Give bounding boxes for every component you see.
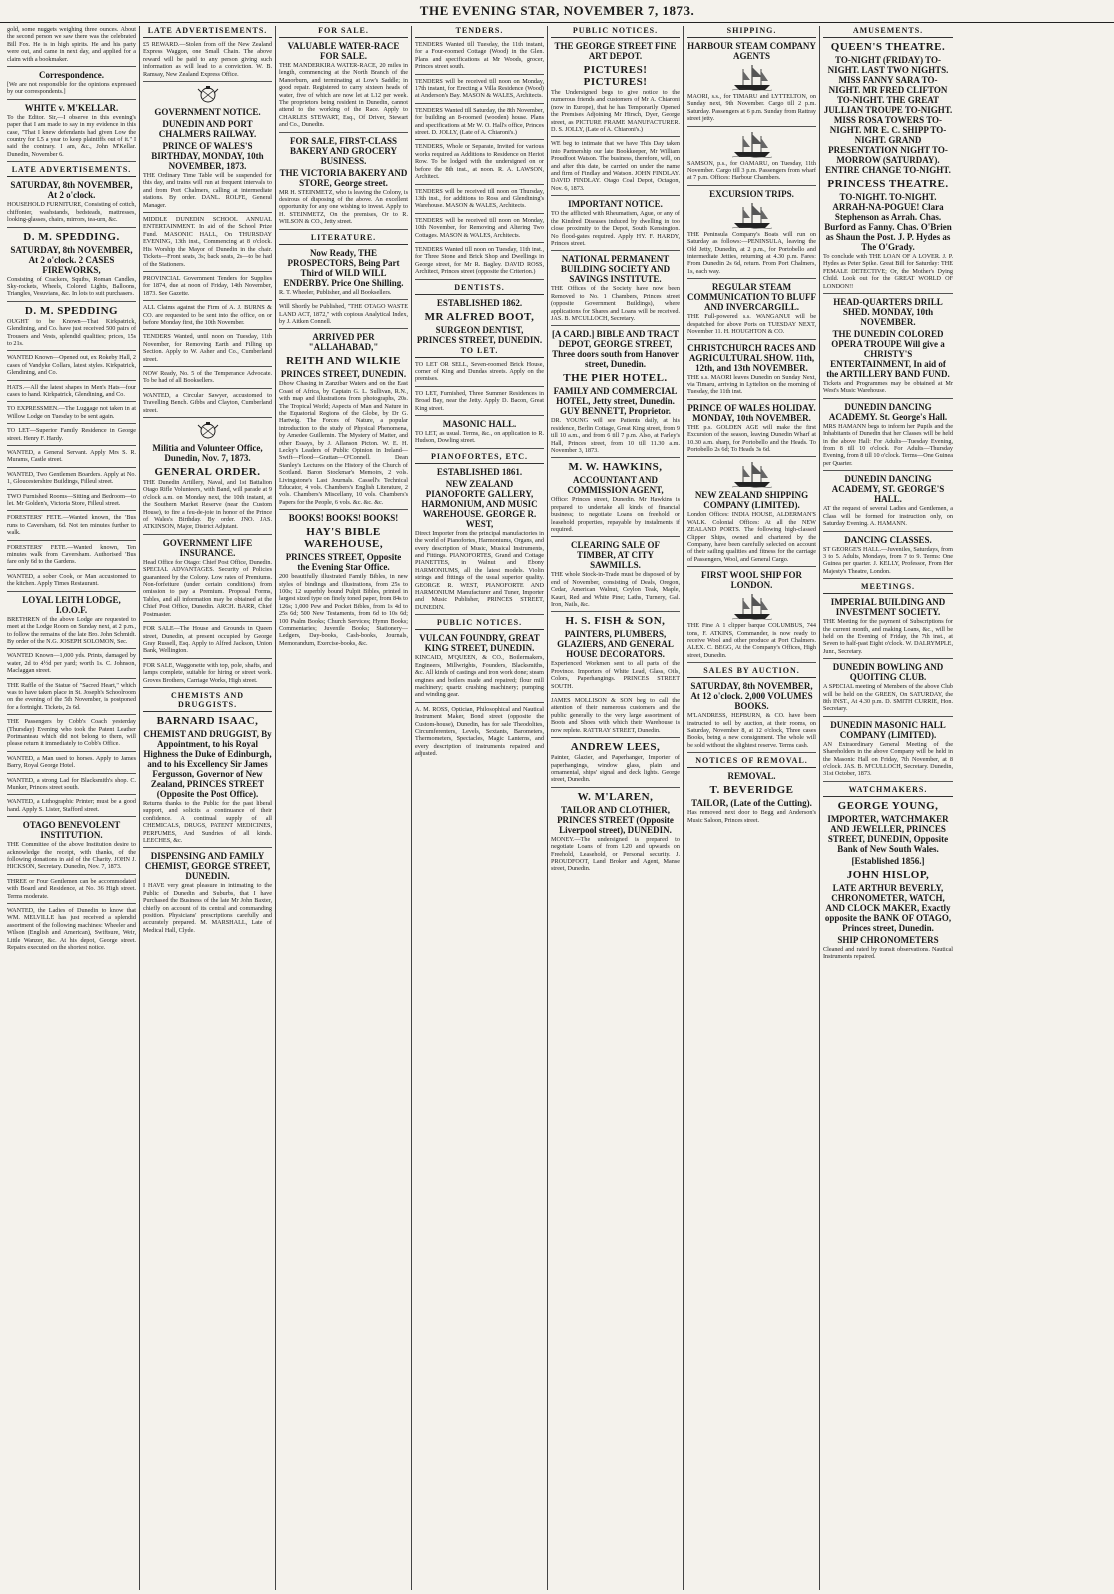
royal-crest-icon (143, 421, 272, 441)
advertisement-title: EXCURSION TRIPS. (709, 188, 794, 199)
column-rule (279, 299, 408, 300)
column-rule (279, 229, 408, 230)
column-rule (7, 591, 136, 592)
advertisement-title: TAILOR AND CLOTHIER, PRINCES STREET (Opposite Liverpool street), DUNEDIN. (557, 804, 674, 835)
advertisement-text: THE Full-powered s.s. WANGANUI will be despatched for above Ports on TUESDAY NEXT, November 11. H. HOUGHTON & CO. (687, 313, 816, 336)
columns-container (4, 26, 1110, 1590)
column-rule (687, 399, 816, 400)
section-heading: CHEMISTS AND DRUGGISTS. (143, 691, 272, 712)
advertisement-text: THE Meeting for the payment of Subscriptions for the current month, and making Loans, &c., will be held on the Evening of Friday, the 7th inst., at Seven to half-past Eight o'clock. W. DALRYMPLE, Junr., Secretary. (823, 618, 953, 655)
advertisement-text: SAMSON, p.s., for OAMARU, on Tuesday, 11th November. Cargo till 3 p.m. Passengers from wharf at 7 p.m. Offices: Harbour Chambers. (687, 159, 816, 182)
advertisement-text: THE Dunedin Artillery, Naval, and 1st Battalion Otago Rifle Volunteers, with Band, will parade at 9 o'clock a.m. on Monday next, the 10th instant, at the Southern Market Reserve (near the Custom House), to fire a feu-de-joie in honor of the Prince of Wales's Birthday. By order. JNO. JAS. ATKINSON, Major, District Adjutant. (143, 479, 272, 531)
column-rule (551, 136, 680, 137)
advertisement-text: WANTED, a Lithographic Printer; must be a good hand. Apply S. Lister, Stafford street. (7, 798, 136, 813)
column-rule (143, 212, 272, 213)
advertisement-text: MONEY.—The undersigned is prepared to negotiate Loans of from L20 and upwards on Freehold, Leasehold, or Personal security. J. PROUDFOOT, Land Broker and Agent, Manse street, Dunedin. (551, 835, 680, 873)
advertisement-title: CHEMIST AND DRUGGIST, By Appointment, to his Royal Highness the Duke of Edinburgh, and to his Excellency Sir James Fergusson, Governor of New Zealand, PRINCES STREET (Opposite the Post Office). (143, 728, 272, 799)
advertisement-text: TENDERS Wanted, until noon on Tuesday, 11th November, for Removing Earth and Filling up Section. Apply to W. Asher and Co., Cumberland street. (143, 333, 272, 363)
advertisement-title: THE VICTORIA BAKERY AND STORE, George street. (279, 167, 408, 188)
advertisement-title: NEW ZEALAND PIANOFORTE GALLERY, HARMONIUM, AND MUSIC WAREHOUSE. GEORGE R. WEST, (421, 478, 538, 529)
column-rule (415, 279, 544, 280)
advertisement-title: GOVERNMENT LIFE INSURANCE. (162, 537, 253, 558)
advertisement-title: WHITE v. M'KELLAR. (24, 102, 119, 113)
advertisement-text: WANTED, a sober Cook, or Man accustomed to the kitchen. Apply Times Restaurant. (7, 572, 136, 588)
column-rule (7, 874, 136, 875)
column-rule (415, 386, 544, 387)
advertisement-text: The Undersigned begs to give notice to the numerous friends and customers of Mr A. Chiaroni (now in Europe), that he has Temporarily Opened the Premises Adjoining Mr Hirsch, Dyer, George street, as PICTURE FRAME MANUFACTURER. D. S. JOLLY, (Late of A. Chiaroni's.) (551, 89, 680, 134)
advertisement-title: THE GEORGE STREET FINE ART DEPOT. (554, 41, 677, 61)
column-rule (7, 227, 136, 228)
column-rule (687, 566, 816, 567)
advertisement-display-heading: GENERAL ORDER. (154, 466, 261, 478)
advertisement-text: TO LET, Furnished, Three Summer Residences in Broad Bay, near the Jetty. Apply D. Bacon, Great King street. (415, 389, 544, 412)
column-rule (7, 467, 136, 468)
advertisement-text: R. T. Wheeler, Publisher, and all Booksellers. (279, 288, 392, 296)
advertisement-text: [We are not responsible for the opinions expressed by our correspondents.] (7, 81, 136, 96)
advertisement-display-heading: PRINCESS THEATRE. (827, 178, 949, 190)
advertisement-title: ESTABLISHED 1862. (436, 297, 523, 308)
column-rule (7, 794, 136, 795)
column-rule (143, 271, 272, 272)
advertisement-text: KINCAID, M'QUEEN, & CO., Boilermakers, Engineers, Millwrights, Founders, Blacksmiths, &c. All kinds of castings and iron work done; steam engines and boilers made and repaired; flour mill machinery; quartz crushing machinery; pumping and winding gear. (415, 654, 544, 699)
advertisement-text: M'LANDRESS, HEPBURN, & CO. have been instructed to sell by auction, at their rooms, on Saturday, November 8, at 12 o'clock, Three cases Books, being a new consignment. The whole will be sold without the slightest reserve. Terms cash. (687, 712, 816, 749)
advertisement-title: PRINCES STREET, DUNEDIN. (280, 369, 407, 380)
column-rule (551, 457, 680, 458)
column-rule (823, 531, 953, 532)
column-rule (551, 787, 680, 788)
newspaper-column (140, 26, 276, 1590)
advertisement-text: ST GEORGE'S HALL.—Juveniles, Saturdays, from 3 to 5. Adults, Mondays, from 7 to 9. Terms: One Guinea per quarter. J. KELLY, Professor, From Her Majesty's Theatre, London. (823, 545, 953, 575)
advertisement-text: THE Raffle of the Statue of "Sacred Heart," which was to have taken place in St. Joseph's Schoolroom on the evening of the 5th November, is postponed for a fortnight. Tickets, 2s 6d. (7, 681, 136, 711)
advertisement-text: THE Peninsula Company's Boats will run on Saturday as follows:—PENINSULA, leaving the Old Jetty, Dunedin, at 2 p.m., for Portobello and intermediate Jetties, returning at 4.30 p.m. Fares: From Dunedin 2s 6d, return. From Port Chalmers, 1s, each way. (687, 230, 816, 275)
column-rule (7, 540, 136, 541)
advertisement-display-heading: BARNARD ISAAC, (156, 714, 259, 727)
advertisement-text: WANTED, a Man used to horses. Apply to James Barry, Royal George Hotel. (7, 754, 136, 770)
column-rule (7, 569, 136, 570)
column-header: TENDERS. (415, 26, 544, 38)
advertisement-text: Consisting of Crackers, Squibs, Roman Candles, Sky-rockets, Wheels, Colored Lights, Balloons, Triangles, Vesuvians, &c. In lots to suit purchasers. (7, 275, 136, 298)
advertisement-title: TO-NIGHT (FRIDAY) TO-NIGHT. LAST TWO NIGHTS. MISS FANNY SARA TO-NIGHT. MR FRED CLIFTON TO-NIGHT. THE GREAT JULLIAN TROUPE TO-NIGHT. MISS ROSA TOWERS TO-NIGHT. MR E. C. SHIPP TO-NIGHT. GRAND PRESENTATION NIGHT TO-MORROW (SATURDAY). ENTIRE CHANGE TO-NIGHT. (823, 55, 953, 175)
column-rule (143, 658, 272, 659)
advertisement-text: Tickets and Programmes may be obtained at Mr West's Music Warehouse. (823, 380, 953, 395)
advertisement-title: REMOVAL. (727, 771, 776, 782)
advertisement-text: MIDDLE DUNEDIN SCHOOL ANNUAL ENTERTAINMENT. In aid of the School Prize Fund. MASONIC HALL, On THURSDAY EVENING, 13th inst., Commencing at 8 o'clock. His Worship the Mayor of Dunedin in the chair. Tickets—Front seats, 3s; back seats, 2s—to be had of the Stationers. (143, 216, 272, 268)
advertisement-text: PROVINCIAL Government Tenders for Supplies for 1874, due at noon of Friday, 14th November, 1873. See Gazette. (143, 274, 272, 297)
advertisement-text: ALL Claims against the Firm of A. J. BURNS & CO. are requested to be sent into the office, on or before Monday first, the 10th November. (143, 304, 272, 326)
advertisement-text: Experienced Workmen sent to all parts of the Province. Importers of White Lead, Glass, Oils, Colors, Paperhangings. PRINCES STREET SOUTH. (551, 660, 680, 690)
column-header: AMUSEMENTS. (823, 26, 953, 38)
column-header: PUBLIC NOTICES. (551, 26, 680, 38)
advertisement-title: [Established 1856.] (851, 855, 925, 866)
column-rule (823, 293, 953, 294)
advertisement-display-heading: QUEEN'S THEATRE. (830, 41, 946, 53)
column-rule (415, 614, 544, 615)
ship-illustration-icon (687, 201, 816, 229)
column-header: SHIPPING. (687, 26, 816, 38)
newspaper-column (548, 26, 684, 1590)
advertisement-title: SURGEON DENTIST, PRINCES STREET, DUNEDIN. (416, 324, 543, 345)
advertisement-title: DUNEDIN AND PORT CHALMERS RAILWAY. (158, 119, 257, 140)
advertisement-text: NOW Ready, No. 5 of the Temperance Advocate. To be had of all Booksellers. (143, 369, 272, 385)
advertisement-title: GOVERNMENT NOTICE. (154, 107, 261, 118)
column-rule (7, 423, 136, 424)
advertisement-text: THE Offices of the Society have now been Removed to No. 1 Chambers, Princes street (opposite Government Buildings), where applications for Shares and Loans will be received. JAS. B. M'CULLOCH, Secretary. (551, 285, 680, 322)
advertisement-title: BOOKS! BOOKS! BOOKS! (288, 513, 399, 524)
advertisement-title: FOR SALE, FIRST-CLASS BAKERY AND GROCERY BUSINESS. (289, 135, 398, 166)
column-rule (143, 534, 272, 535)
column-rule (143, 417, 272, 418)
ship-illustration-icon (687, 63, 816, 91)
advertisement-text: A. M. ROSS, Optician, Philosophical and Nautical Instrument Maker, Bond street (opposite the Custom-house), Dunedin, has for sale Theodolites, Circumferenters, Levels, Sextants, Barometers, Thermometers, Spectacles, Magic Lanterns, and every description of instruments repaired and adjusted. (415, 705, 544, 758)
column-rule (687, 456, 816, 457)
column-rule (143, 847, 272, 848)
ship-illustration-icon (687, 460, 816, 488)
advertisement-title: DUNEDIN DANCING ACADEMY, ST. GEORGE'S HALL. (831, 474, 945, 505)
masthead-title: THE EVENING STAR, NOVEMBER 7, 1873. (419, 3, 695, 18)
advertisement-text: FOR SALE, Waggonette with top, pole, shafts, and lamps complete, suitable for hiring or street work. Groves Brothers, Carriage Works, High street. (143, 661, 272, 684)
section-heading: LITERATURE. (279, 233, 408, 245)
advertisement-text: WANTED Known—1,000 yds. Prints, damaged by water, 2d to 4½d per yard; worth 1s. C. Johnson, Maclaggan street. (7, 652, 136, 675)
advertisement-text: Office: Princes street, Dunedin. Mr Hawkins is prepared to undertake all kinds of financial business; to negotiate Loans on freehold or leasehold properties, repayable by instalments if required. (551, 496, 680, 533)
advertisement-text: 200 beautifully illustrated Family Bibles, in new styles of bindings and illustrations, from 25s to 100s; 12 superbly bound Pulpit Bibles, printed in largest sized type on finely toned paper, from 84s to 126s; 1,000 Pew and Pocket Bibles, from 1s 4d to 25s 6d; 500 New Testaments, from 6d to 10s 6d; 100 Psalm Books; Church Services; Hymn Books; Commentaries; Juvenile Books; Stationery—Ledgers, Day-books, Cash-books, Journals, Memorandum, Exercise-books, &c. (279, 573, 408, 647)
column-rule (687, 185, 816, 186)
column-rule (143, 81, 272, 82)
advertisement-text: FORESTERS' FETE.—Wanted known, Ten minutes walk from Caversham. Authorised 'Bus fare only 6d to the Gardens. (7, 543, 136, 566)
advertisement-title: MASONIC HALL. (442, 419, 517, 429)
advertisement-title: HARBOUR STEAM COMPANY AGENTS (687, 41, 816, 61)
advertisement-title: DUNEDIN BOWLING AND QUOITING CLUB. (832, 662, 944, 683)
advertisement-text: TENDERS Wanted till Saturday, the 8th November, for building an 8-roomed (wooden) house. Plans and specifications at Mr W. O. Hall's office, Princes street. D. JOLLY, (Late of A. Chiaroni's.) (415, 106, 544, 137)
column-rule (7, 301, 136, 302)
column-rule (7, 714, 136, 715)
advertisement-text: OUGHT to be Known—That Kirkpatrick, Glendining, and Co. have just received 500 pairs of Trousers and Vests, splendid qualities; prices, 15s to 21s. (7, 317, 136, 347)
advertisement-text: JAMES MOLLISON & SON beg to call the attention of their numerous customers and the public generally to the very large assortment of Boots and Shoes with which their Warehouse is now replete. RATTRAY STREET, Dunedin. (551, 697, 680, 734)
column-rule (143, 687, 272, 688)
advertisement-text: gold, some nuggets weighing three ounces. About the second person we saw there was the celebrated Bill Fox. He is in high spirits. He and his party were out, and came in next day, and applied for a claim with a bookmaker. (7, 26, 136, 63)
advertisement-text: WANTED, a strong Lad for Blacksmith's shop. C. Munker, Princes street south. (7, 776, 136, 791)
advertisement-title: PRINCE OF WALES'S BIRTHDAY, MONDAY, 10th NOVEMBER, 1873. (151, 141, 264, 172)
advertisement-text: Head Office for Otago: Chief Post Office, Dunedin. SPECIAL ADVANTAGES. Security of Policies guaranteed by the Colony. Low rates of Premiums. Non-forfeiture (under certain conditions) from omission to pay a Premium. Proposal Forms, Tables, and all information may be obtained at the Chief Post Office, Dunedin. ARCH. BARR, Chief Postmaster. (143, 558, 272, 618)
advertisement-display-heading: D. M. SPEDDING. (23, 230, 120, 243)
advertisement-text: To conclude with THE LOAN OF A LOVER. J. P. Hydes as Peter Spike. Great Bill for Saturday: THE FEMALE DETECTIVE; Or, the Mother's Dying Child. Look out for the GREAT WORLD OF LONDON!! (823, 253, 953, 290)
advertisement-display-heading: D. M. SPEDDING (24, 304, 119, 317)
column-rule (143, 388, 272, 389)
column-rule (415, 103, 544, 104)
advertisement-text: TO LET—Superior Family Residence in George street. Henry F. Hardy. (7, 427, 136, 442)
advertisement-title: [A CARD.] BIBLE AND TRACT DEPOT, GEORGE STREET, Three doors south from Hanover street, Dunedin. (551, 329, 680, 370)
advertisement-text: BRETHREN of the above Lodge are requested to meet at the Lodge Room on Sunday next, at 2 p.m., to follow the remains of the late Bro. John Schmidt. By order of the N.G. JOSEPH SOLOMON, Sec. (7, 615, 136, 645)
advertisement-text: TO the afflicted with Rheumatism, Ague, or any of the Kindred Diseases induced by dwelling in too close proximity to the Depot, South Kensington. No flood-gates required. Apply HY. F. HARDY, Princes street. (551, 210, 680, 247)
section-heading: TO LET. (415, 346, 544, 358)
column-rule (143, 366, 272, 367)
column-rule (7, 816, 136, 817)
advertisement-text: Returns thanks to the Public for the past liberal support, and solicits a continuance of their confidence. A continual supply of all CHEMICALS, DRUGS, PATENT MEDICINES, PERFUMES, And Sundries of all kinds. LEECHES, &c. (143, 799, 272, 844)
advertisement-title: SATURDAY, 8th NOVEMBER, At 2 o'clock. 2 CASES FIREWORKS, (10, 244, 133, 275)
column-header: LATE ADVERTISEMENTS. (143, 26, 272, 38)
advertisement-display-heading: MR ALFRED BOOT, (424, 310, 535, 323)
column-rule (823, 578, 953, 579)
advertisement-title: Now Ready, THE PROSPECTORS, Being Part Third of WILD WILL ENDERBY. Price One Shilling. (283, 247, 404, 288)
advertisement-title: Militia and Volunteer Office, Dunedin, Nov. 7, 1873. (152, 443, 263, 463)
column-header: FOR SALE. (279, 26, 408, 38)
advertisement-title: IMPORTANT NOTICE. (568, 199, 663, 210)
advertisement-text: TO LET, as usual. Terms, &c., on application to R. Hudson, Dowling street. (415, 430, 544, 445)
column-rule (7, 510, 136, 511)
advertisement-text: MAORI, s.s., for TIMARU and LYTTELTON, on Sunday next, 9th November. Cargo till 2 p.m. Saturday. Passengers at 6 p.m. Sunday from Rattray street jetty. (687, 93, 816, 123)
advertisement-text: THE Ordinary Time Table will be suspended for this day, and trains will run at frequent intervals to and from Port Chalmers, calling at intermediate stations. By order. DANL. ROLFE, General Manager. (143, 172, 272, 209)
column-rule (7, 380, 136, 381)
advertisement-title: REGULAR STEAM COMMUNICATION TO BLUFF AND INVERCARGILL. (687, 282, 817, 313)
advertisement-title: VULCAN FOUNDRY, GREAT KING STREET, DUNEDIN. (419, 633, 540, 654)
section-heading: DENTISTS. (415, 283, 544, 295)
column-rule (687, 126, 816, 127)
newspaper-column (412, 26, 548, 1590)
section-heading: MEETINGS. (823, 582, 953, 594)
column-rule (823, 398, 953, 399)
column-rule (7, 751, 136, 752)
column-rule (415, 242, 544, 243)
advertisement-text: WE beg to intimate that we have This Day taken into Partnership our late Bookkeeper, Mr William Proudfoot Watson. The business, therefore, will, on and after this date, be carried on under the name and firm of Findlay and Watson. JOHN FINDLAY. DAVID FINDLAY. Otago Coal Depot, Octagon, Nov. 6, 1873. (551, 140, 680, 192)
advertisement-text: TENDERS will be received till noon on Thursday, 13th inst., for additions to Ross and Glendining's Warehouse. MASON & WALES, Architects. (415, 187, 544, 210)
advertisement-title: PRINCES STREET, Opposite the Evening Star Office. (285, 552, 402, 573)
column-rule (823, 716, 953, 717)
advertisement-title: OTAGO BENEVOLENT INSTITUTION. (22, 820, 121, 841)
ship-illustration-icon (687, 130, 816, 158)
column-rule (415, 184, 544, 185)
advertisement-title: PRINCE OF WALES HOLIDAY. MONDAY, 10th NOVEMBER. (687, 402, 816, 423)
column-rule (279, 328, 408, 329)
section-heading: PUBLIC NOTICES. (415, 618, 544, 630)
advertisement-display-heading: JOHN HISLOP, (846, 868, 930, 881)
advertisement-text: WANTED, a General Servant. Apply Mrs S. R. Murams, Castle street. (7, 449, 136, 464)
column-rule (551, 250, 680, 251)
advertisement-title: DANCING CLASSES. (844, 534, 932, 545)
advertisement-title: THE DUNEDIN COLORED OPERA TROUPE Will give a CHRISTY'S ENTERTAINMENT, In aid of the ARTILLERY BAND FUND. (826, 329, 950, 380)
advertisement-text: MR H. STEINMETZ, who is leaving the Colony, is desirous of disposing of the above. An excellent opportunity for any one wishing to invest. Apply to H. STEINMETZ, On the premises, Or to R. WILSON & CO., Jetty street. (279, 188, 408, 226)
column-rule (7, 903, 136, 904)
advertisement-text: HATS.—All the latest shapes in Men's Hats—four cases to hand. Kirkpatrick, Glendining, and Co. (7, 383, 136, 398)
advertisement-text: THE s.s. MAORI leaves Dunedin on Sunday Next, via Timaru, arriving in Lyttelton on the morning of Tuesday, the 11th inst. (687, 373, 816, 396)
advertisement-display-heading: PICTURES! PICTURES! (583, 64, 648, 88)
advertisement-text: WANTED Known—Opened out, ex Rokeby Hall, 2 cases of Vandyke Collars, latest styles. Kirkpatrick, Glendining, and Co. (7, 354, 136, 377)
advertisement-title: TAILOR, (Late of the Cutting). (691, 798, 812, 809)
column-rule (7, 489, 136, 490)
advertisement-text: A SPECIAL meeting of Members of the above Club will be held on the GREEN, On SATURDAY, the 8th INST., At 4.30 p.m. D. SMITH CURRIE, Hon. Secretary. (823, 683, 953, 713)
advertisement-text: London Offices: INDIA HOUSE, ALDERMAN'S WALK. Colonial Offices: At all the NEW ZEALAND PORTS. The following high-classed Clipper Ships, owned and chartered by the Company, have been carefully selected on account of their sailing qualities and fitness for the carriage of Passengers, Wool, and General Cargo. (687, 511, 816, 563)
column-rule (7, 350, 136, 351)
advertisement-text: £5 REWARD.—Stolen from off the New Zealand Express Waggon, one Small Chain. The above reward will be paid to any person giving such information as will lead to a conviction. W. B. Ramsay, New Zealand Express Office. (143, 41, 272, 78)
advertisement-text: Will Shortly be Published, "THE OTAGO WASTE LAND ACT, 1872," with copious Analytical Index, by J. Aitken Connell. (279, 303, 408, 325)
advertisement-title: SATURDAY, 8th NOVEMBER, At 12 o'clock. 2,000 VOLUMES BOOKS. (690, 681, 813, 712)
advertisement-title: FIRST WOOL SHIP FOR LONDON. (701, 570, 802, 591)
advertisement-text: FOR SALE—The House and Grounds in Queen street, Dunedin, at present occupied by George Gray Russell, Esq. Apply to Alfred Jackson, Union Bank, Wellington. (143, 625, 272, 655)
column-rule (551, 536, 680, 537)
advertisement-text: TENDERS, Whole or Separate, Invited for various works required as Additions to Residence on Heriot Row. To be lodged with the undersigned on or before the 8th inst., at noon. R. A. LAWSON, Architect. (415, 143, 544, 181)
advertisement-text: THE Passengers by Cobb's Coach yesterday (Thursday) Evening who took the Patent Leather Portmanteau which did not belong to them, will please return it immediately to Cobb's Office. (7, 718, 136, 748)
column-rule (7, 678, 136, 679)
column-rule (551, 195, 680, 196)
newspaper-column (684, 26, 820, 1590)
advertisement-title: DUNEDIN MASONIC HALL COMPANY (LIMITED). (830, 719, 946, 740)
advertisement-text: Cleaned and rated by transit observations. Nautical Instruments repaired. (823, 945, 953, 961)
section-heading: SALES BY AUCTION. (687, 666, 816, 678)
advertisement-title: SATURDAY, 8th NOVEMBER, At 2 o'clock. (10, 180, 133, 201)
advertisement-text: THE whole Stock-in-Trade must be disposed of by end of November, consisting of Deals, Oregon, Cedar, American Walnut, Ceylon Teak, Maple, Kauri, Red and White Pine; Laths, Turnery, Gal. Iron, Nails, &c. (551, 571, 680, 609)
advertisement-text: AT the request of several Ladies and Gentlemen, a Class will be formed for instruction only, on Saturday Evening. A. HAMANN. (823, 505, 953, 528)
column-rule (7, 161, 136, 162)
advertisement-text: FORESTERS' FETE.—Wanted known, the 'Bus runs to Caversham, 6d. Not ten minutes further to walk. (7, 514, 136, 537)
column-rule (415, 415, 544, 416)
advertisement-title: PAINTERS, PLUMBERS, GLAZIERS, AND GENERAL HOUSE DECORATORS. (557, 629, 674, 660)
advertisement-text: MRS HAMANN begs to inform her Pupils and the Inhabitants of Dunedin that her Classes will be held in the above Hall: For Adults—Tuesday Evening, from 8 till 10 o'clock. For Adults—Thursday Evening, from 8 till 10 o'clock. Terms—One Guinea per Quarter. (823, 422, 953, 467)
column-rule (143, 329, 272, 330)
column-rule (415, 213, 544, 214)
advertisement-title: IMPORTER, WATCHMAKER AND JEWELLER, PRINCES STREET, DUNEDIN, Opposite Bank of New South Wales. (827, 813, 949, 854)
column-rule (823, 658, 953, 659)
advertisement-title: HEAD-QUARTERS DRILL SHED. MONDAY, 10th NOVEMBER. (833, 297, 943, 328)
advertisement-text: TWO Furnished Rooms—Sitting and Bedroom—to let. Mr Golden's, Victoria Store, Filleul street. (7, 492, 136, 508)
advertisement-text: TENDERS Wanted till noon on Tuesday, 11th inst., for Three Stone and Brick Shop and Dwellings in George street, for Mr R. Bagley. DAVID ROSS, Architect, Princes street (opposite the Criterion.) (415, 245, 544, 276)
column-rule (687, 752, 816, 753)
column-rule (7, 99, 136, 100)
advertisement-display-heading: M. W. HAWKINS, (568, 461, 663, 474)
advertisement-text: Direct Importer from the principal manufactories in the world of Pianofortes, Harmoniums, Organs, and every description of Music, Musical Instruments, and Fittings. PIANOFORTES, Grand and Cottage PIANETTES, in Walnut and Ebony HARMONIUMS, all the latest models. Violin strings and fittings of the usual superior quality. GEORGE R. WEST, PIANOFORTE AND HARMONIUM Manufacturer and Tuner, Importer and Music Publisher, PRINCES STREET, DUNEDIN. (415, 529, 544, 611)
advertisement-title: IMPERIAL BUILDING AND INVESTMENT SOCIETY. (830, 597, 946, 618)
advertisement-title: FAMILY AND COMMERCIAL HOTEL, Jetty street, Dunedin. GUY BENNETT, Proprietor. (553, 386, 678, 417)
advertisement-title: ESTABLISHED 1861. (436, 466, 523, 477)
advertisement-text: TENDERS will be received till noon on Monday, 17th instant, for Erecting a Villa Residence (Wood) at Anderson's Bay. MASON & WALES, Architects. (415, 77, 544, 100)
advertisement-text: I HAVE very great pleasure in intimating to the Public of Dunedin and Suburbs, that I have Purchased the Business of the late Mr John Baxter, chiefly on account of its central and commanding position. Physicians' prescriptions carefully and accurately prepared. M. MARSHALL, Late of Medical Hall, Clyde. (143, 882, 272, 934)
column-rule (551, 737, 680, 738)
column-rule (143, 621, 272, 622)
section-heading: NOTICES OF REMOVAL. (687, 756, 816, 768)
advertisement-title: DISPENSING AND FAMILY CHEMIST, GEORGE STREET, DUNEDIN. (144, 851, 271, 882)
advertisement-display-heading: REITH AND WILKIE (286, 355, 401, 368)
advertisement-title: LATE ARTHUR BEVERLY, CHRONOMETER, WATCH, AND CLOCK MAKER, Exactly opposite the BANK OF OTAGO, Princes street, Dunedin. (824, 882, 952, 933)
column-rule (415, 702, 544, 703)
advertisement-title: DUNEDIN DANCING ACADEMY. St. George's Hall. (828, 401, 948, 422)
column-rule (551, 611, 680, 612)
advertisement-title: ARRIVED PER "ALLAHABAD," (308, 332, 379, 353)
section-heading: WATCHMAKERS. (823, 785, 953, 797)
advertisement-text: Painter, Glazier, and Paperhanger, Importer of paperhangings, window glass, plain and ornamental, ships' signal and deck lights. George street, Dunedin. (551, 754, 680, 784)
advertisement-title: ACCOUNTANT AND COMMISSION AGENT, (567, 475, 664, 496)
newspaper-column (276, 26, 412, 1590)
column-rule (823, 781, 953, 782)
column-rule (279, 509, 408, 510)
advertisement-display-heading: H. S. FISH & SON, (565, 615, 666, 628)
newspaper-column (4, 26, 140, 1590)
advertisement-display-heading: W. M'LAREN, (577, 790, 654, 803)
advertisement-text: WANTED, Two Gentlemen Boarders. Apply at No. 1, Gloucestershire Buildings, Filleul street. (7, 470, 136, 486)
advertisement-title: LOYAL LEITH LODGE, I.O.O.F. (22, 594, 121, 615)
newspaper-column (820, 26, 956, 1590)
advertisement-text: THE p.s. GOLDEN AGE will make the first Excursion of the season, leaving Dunedin Wharf at 10.30 a.m. sharp, for Portobello and the Heads. To Portobello 2s 6d; To Heads 3s 6d. (687, 423, 816, 453)
column-rule (143, 300, 272, 301)
column-rule (7, 445, 136, 446)
advertisement-text: Has removed next door to Begg and Anderson's Music Saloon, Princes street. (687, 809, 816, 824)
advertisement-text: TO EXPRESSMEN.—The Luggage not taken in at Willow Lodge on Tuesday to be sent again. (7, 405, 136, 420)
advertisement-text: Dhow Chasing in Zanzibar Waters and on the East Coast of Africa, by Captain G. L. Sullivan, R.N., with map and illustrations from photographs, 20s. The Tropical World; Aspects of Man and Nature in the Equatorial Regions of the Globe, by Dr G. Hartwig. The Forces of Nature, a popular introduction to the study of Physical Phenomena, by Amedee Guillemin. The Mystery of Matter, and other Essays, by J. Allanson Picton. W. E. H. Lecky's Leaders of Public Opinion in Ireland—Swift—Flood—Grattan—O'Connell. Dean Stanley's Lectures on the History of the Church of Scotland. Baron Stockmar's Memoirs, 2 vols. Livingstone's Last Journals. Cassell's Technical Educator, 4 vols. Chambers's English Literature, 2 vols. Chambers's Miscellany, 10 vols. Chambers's Papers for the People, 6 vols. &c. &c. &c. (279, 380, 408, 506)
advertisement-display-heading: ANDREW LEES, (570, 741, 661, 754)
advertisement-text: THE Fine A 1 clipper barque COLUMBUS, 744 tons, F. ATKINS, Commander, is now ready to receive Wool and other produce at Port Chalmers. ALEX. C. BEGG, At the Company's Offices, High street, Dunedin. (687, 622, 816, 659)
column-rule (687, 278, 816, 279)
column-rule (415, 448, 544, 449)
advertisement-text: WANTED, a Circular Sawyer, accustomed to Travelling Bench. Gibbs and Clayton, Cumberland street. (143, 391, 272, 414)
column-rule (7, 648, 136, 649)
advertisement-title: CLEARING SALE OF TIMBER, AT CITY SAWMILLS. (570, 540, 660, 571)
advertisement-display-heading: T. BEVERIDGE (709, 784, 794, 797)
advertisement-display-heading: HAY'S BIBLE WAREHOUSE, (303, 526, 384, 551)
masthead (0, 0, 1114, 23)
column-rule (687, 662, 816, 663)
advertisement-title: SHIP CHRONOMETERS (837, 934, 939, 945)
advertisement-title: TO-NIGHT. TO-NIGHT. ARRAH-NA-POGUE! Clara Stephenson as Arrah. Chas. Burford as Fanny. Chas. O'Brien as Shaun the Post. J. P. Hydes as The O'Grady. (824, 192, 952, 252)
advertisement-title: CHRISTCHURCH RACES AND AGRICULTURAL SHOW. 11th, 12th, and 13th NOVEMBER. (687, 342, 816, 373)
advertisement-text: TENDERS Wanted till Tuesday, the 11th instant, for a Four-roomed Cottage (Wood) in the Glen. Plans and specifications at Mr Woods, grocer, Princes street south. (415, 41, 544, 71)
column-rule (551, 693, 680, 694)
advertisement-display-heading: THE PIER HOTEL. (563, 372, 668, 385)
advertisement-text: To the Editor. Sir,—I observe in this evening's paper that I am made to say in my evidence in this case, "That I knew defendants had given Low the country for L5 a year to keep plaintiffs out of it." I said the contrary. I am, &c., John M'Kellar. Dunedin, November 6. (7, 113, 136, 158)
advertisement-text: AN Extraordinary General Meeting of the Shareholders in the above Company will be held in the Masonic Hall on Friday, 7th November, at 8 o'clock. JAS. B. M'CULLOCH, Secretary. Dunedin, 31st October, 1873. (823, 740, 953, 778)
royal-crest-icon (143, 85, 272, 105)
column-rule (415, 139, 544, 140)
column-rule (7, 401, 136, 402)
advertisement-text: TO LET OR SELL, Seven-roomed Brick House, corner of King and Dundas streets. Apply on the premises. (415, 360, 544, 383)
advertisement-title: VALUABLE WATER-RACE FOR SALE. (287, 41, 400, 61)
advertisement-text: THE Committee of the above Institution desire to acknowledge the receipt, with thanks, of the following donations in aid of the Charity. JOHN J. HICKSON, Secretary. Dunedin, Nov. 7, 1873. (7, 841, 136, 871)
column-rule (823, 470, 953, 471)
advertisement-text: WANTED, the Ladies of Dunedin to know that WM. MELVILLE has just received a splendid assortment of the following machines: Wheeler and Wilson (English and American), Swiftsure, Weir, Little Wanzer, &c. At his depot, George street. Repairs executed on the shortest notice. (7, 907, 136, 952)
section-heading: LATE ADVERTISEMENTS. (7, 165, 136, 177)
column-rule (687, 339, 816, 340)
advertisement-display-heading: GEORGE YOUNG, (837, 799, 939, 812)
section-heading: PIANOFORTES, ETC. (415, 452, 544, 464)
advertisement-title: NEW ZEALAND SHIPPING COMPANY (LIMITED). (694, 490, 809, 511)
advertisement-text: THE MANDERKIRA WATER-RACE, 20 miles in length, commencing at the North Branch of the Manorburn, and terminating at Low's Saddle; in good repair. Registered to carry sixteen heads of water, five of which are now let at L12 per week. The proprietors being resident in Dunedin, cannot attend to the working of the Race. Apply to CHARLES STEWART, Esq., Of Driver, Stewart and Co., Dunedin. (279, 62, 408, 129)
column-rule (7, 66, 136, 67)
advertisement-text: HOUSEHOLD FURNITURE, Consisting of cottch, chiffonier, washstands, bedsteads, mattresses, looking-glasses, chairs, mirrors, tea-urn, &c. (7, 201, 136, 224)
ship-illustration-icon (687, 592, 816, 620)
advertisement-text: DR. YOUNG will see Patients daily, at his residence, Berlin Cottage, Great King street, from 9 till 10 a.m., and from 6 till 7 p.m. Also, at Farley's Hall, Princes street, from 10 till 11.30 a.m. November 3, 1873. (551, 417, 680, 454)
advertisement-text: TENDERS will be received till noon on Monday, 10th November, for Removing and Altering Two Cottages. MASON & WALES, Architects. (415, 216, 544, 239)
advertisement-title: Correspondence. (38, 70, 105, 81)
column-rule (551, 325, 680, 326)
column-rule (7, 773, 136, 774)
advertisement-text: THREE or Four Gentlemen can be accommodated with Board and Residence, at No. 36 High street. Terms moderate. (7, 877, 136, 900)
advertisement-title: NATIONAL PERMANENT BUILDING SOCIETY AND SAVINGS INSTITUTE. (560, 254, 671, 285)
column-rule (415, 74, 544, 75)
column-rule (279, 132, 408, 133)
